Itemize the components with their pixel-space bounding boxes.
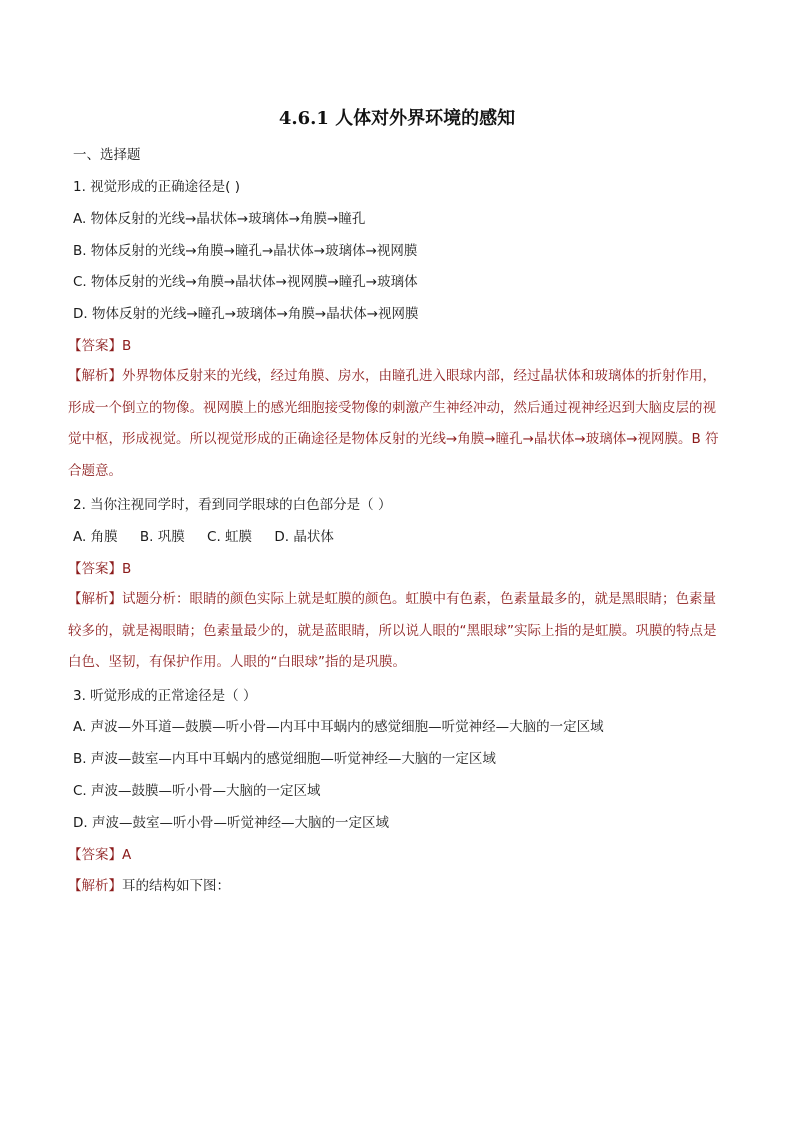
document-title: 4.6.1 人体对外界环境的感知: [278, 108, 516, 129]
q2-option-d: D. 晶状体: [274, 529, 334, 545]
q3-stem: 3. 听觉形成的正常途径是（ ）: [73, 688, 257, 704]
q3-analysis-label: 【解析】: [68, 878, 122, 894]
q2-option-c: C. 虹膜: [207, 529, 253, 545]
q2-answer: [68, 560, 131, 578]
q3-option-b: B. 声波—鼓室—内耳中耳蜗内的感觉细胞—听觉神经—大脑的一定区域: [73, 751, 496, 767]
q2-analysis-text: 试题分析：眼睛的颜色实际上就是虹膜的颜色。虹膜中有色素，色素量最多的，就是黑眼睛；色素量较多的，就是褐眼睛；色素量最少的，就是蓝眼睛，所以说人眼的“黑眼球”实际上指的是虹膜。巩膜的特点是白色、坚韧，有保护作用。人眼的“白眼球”指的是巩膜。: [68, 591, 717, 670]
q2-stem: 2. 当你注视同学时，看到同学眼球的白色部分是（ ）: [73, 497, 392, 513]
q1-answer: [68, 337, 131, 355]
q3-analysis-text: 耳的结构如下图：: [122, 878, 230, 894]
q1-analysis-label: 【解析】: [68, 368, 122, 384]
q3-answer: [68, 846, 131, 864]
q2-answer-label: 【答案】: [68, 561, 122, 577]
q1-stem: 1. 视觉形成的正确途径是( ): [73, 179, 240, 195]
q3-answer-value: A: [122, 847, 132, 863]
q1-option-c: C. 物体反射的光线→角膜→晶状体→视网膜→瞳孔→玻璃体: [73, 274, 418, 290]
q3-option-a: A. 声波—外耳道—鼓膜—听小骨—内耳中耳蜗内的感觉细胞—听觉神经—大脑的一定区域: [73, 719, 604, 735]
q2-option-b: B. 巩膜: [139, 529, 185, 545]
q2-options: [73, 528, 334, 546]
q1-answer-value: B: [122, 338, 132, 354]
q3-answer-label: 【答案】: [68, 847, 122, 863]
q2-option-a: A. 角膜: [73, 529, 118, 545]
q2-answer-value: B: [122, 561, 132, 577]
q2-analysis-label: 【解析】: [68, 591, 122, 607]
q1-option-a: A. 物体反射的光线→晶状体→玻璃体→角膜→瞳孔: [73, 211, 366, 227]
q1-option-b: B. 物体反射的光线→角膜→瞳孔→晶状体→玻璃体→视网膜: [73, 243, 418, 259]
q1-analysis: [68, 361, 724, 487]
q2-analysis: [68, 584, 724, 679]
q3-analysis: [68, 877, 230, 895]
q1-analysis-text: 外界物体反射来的光线，经过角膜、房水，由瞳孔进入眼球内部，经过晶状体和玻璃体的折射作用，形成一个倒立的物像。视网膜上的感光细胞接受物像的刺激产生神经冲动，然后通过视神经迟到大脑皮层的视觉中枢，形成视觉。所以视觉形成的正确途径是物体反射的光线→角膜→瞳孔→晶状体→玻璃体→视网膜。B 符合题意。: [68, 368, 719, 479]
q1-answer-label: 【答案】: [68, 338, 122, 354]
q3-option-d: D. 声波—鼓室—听小骨—听觉神经—大脑的一定区域: [73, 815, 389, 831]
q3-option-c: C. 声波—鼓膜—听小骨—大脑的一定区域: [73, 783, 321, 799]
section-heading: 一、选择题: [73, 147, 141, 163]
q1-option-d: D. 物体反射的光线→瞳孔→玻璃体→角膜→晶状体→视网膜: [73, 306, 419, 322]
